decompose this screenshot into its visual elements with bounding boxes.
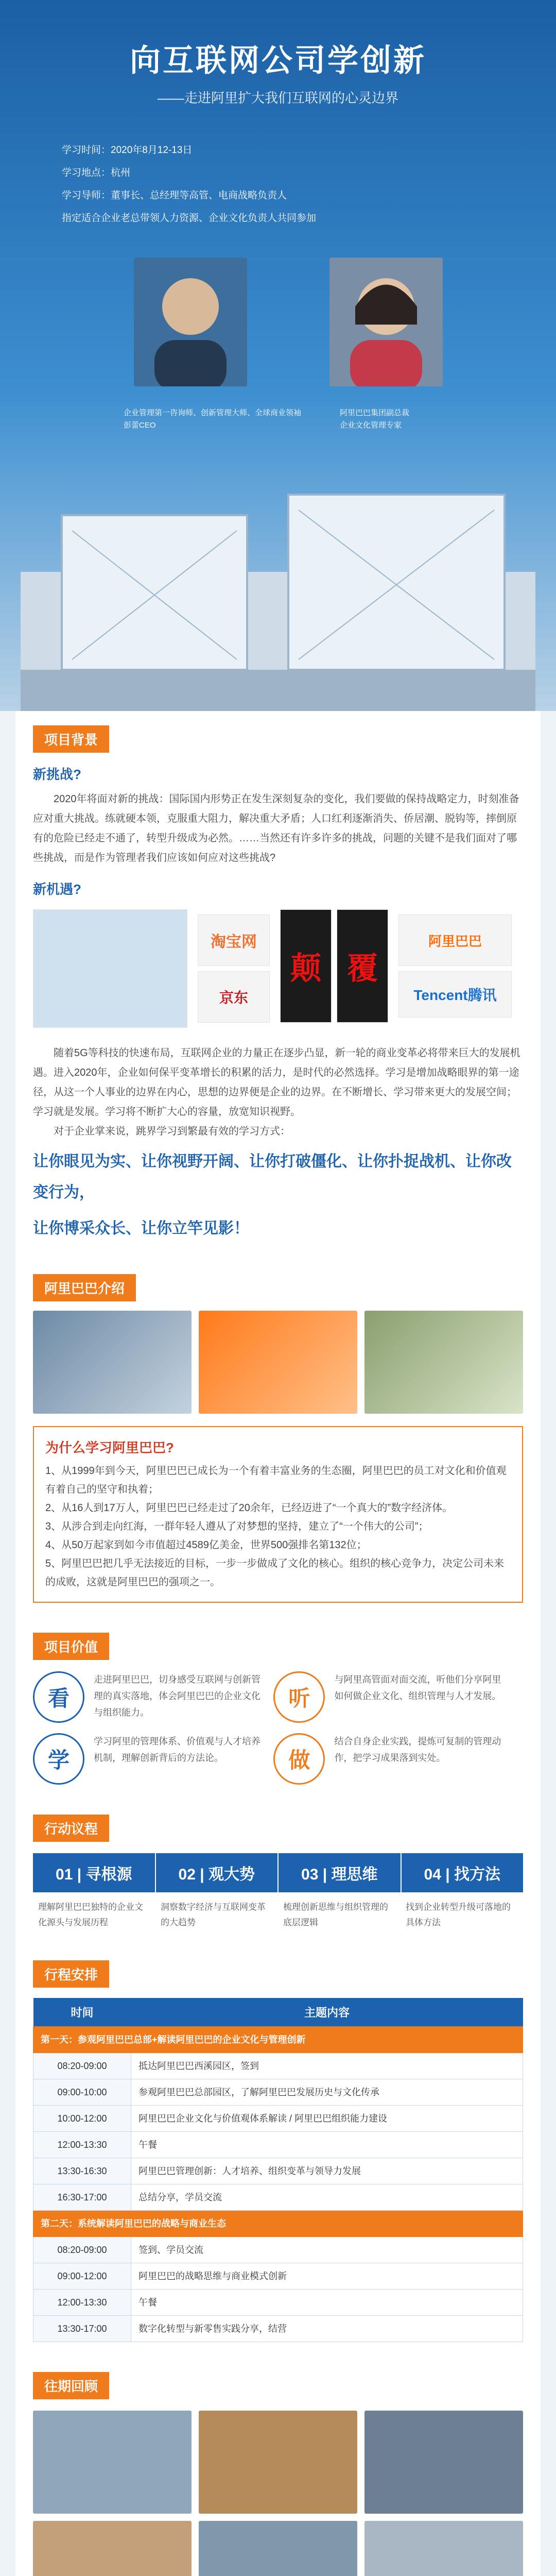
campus-photo (33, 1311, 192, 1414)
section-tag: 项目背景 (33, 725, 109, 753)
review-photo (199, 2411, 357, 2514)
schedule-time: 09:00-12:00 (33, 2263, 131, 2290)
flow-step: 03 | 理思维 (279, 1853, 402, 1892)
schedule-topic: 参观阿里巴巴总部园区，了解阿里巴巴发展历史与文化传承 (131, 2079, 523, 2106)
value-grid (33, 1671, 523, 1785)
value-text: 结合自身企业实践，提炼可复制的管理动作，把学习成果落到实处。 (334, 1736, 501, 1763)
schedule-row (33, 2316, 523, 2342)
background-section (15, 711, 541, 1260)
schedule-section (15, 1946, 541, 2358)
review-photo (364, 2521, 523, 2576)
info-line: 学习时间：2020年8月12-13日 (62, 145, 193, 156)
flow-desc: 找到企业转型升级可落地的具体方法 (406, 1902, 511, 1927)
info-line: 学习导师：董事长、总经理等高管、电商战略负责人 (62, 190, 287, 201)
schedule-time: 16:30-17:00 (33, 2184, 131, 2211)
schedule-row (33, 2263, 523, 2290)
schedule-row (33, 2053, 523, 2079)
callout-point: 3、从涉合到走向红海，一群年轻人遵从了对梦想的坚持，建立了“一个伟大的公司”； (45, 1521, 429, 1532)
callout-point: 4、从50万起家到如今市值超过4589亿美金，世界500强排名第132位； (45, 1539, 367, 1551)
section-tag: 项目价值 (33, 1633, 109, 1660)
logo-jd: 京东 (198, 971, 270, 1023)
schedule-row (33, 2184, 523, 2211)
schedule-time: 13:30-16:30 (33, 2158, 131, 2184)
value-text: 学习阿里的管理体系、价值观与人才培养机制，理解创新背后的方法论。 (94, 1736, 260, 1763)
paragraph: 随着5G等科技的快速布局，互联网企业的力量正在逐步凸显，新一轮的商业变革必将带来巨大的发展机遇。进入2020年，企业如何保平变革增长的积累的活力，是时代的必然选择。学习是增加战略眼界的第一途径，从这一个人事业的边界在内心，思想的边界便是企业的边界。在不断增长、学习带来更大的发展空间；学习就是发展。学习将不断扩大心的容量，放宽知识视野。 (33, 1047, 520, 1117)
schedule-topic: 签到、学员交流 (131, 2237, 523, 2263)
schedule-row (33, 2158, 523, 2184)
schedule-time: 08:20-09:00 (33, 2053, 131, 2079)
value-circle: 学 (33, 1733, 84, 1785)
schedule-topic: 阿里巴巴管理创新：人才培养、组织变革与领导力发展 (131, 2158, 523, 2184)
flow-step: 01 | 寻根源 (33, 1853, 156, 1892)
schedule-row (33, 2079, 523, 2106)
schedule-topic: 数字化转型与新零售实践分享，结营 (131, 2316, 523, 2342)
schedule-time: 09:00-10:00 (33, 2079, 131, 2106)
logo-alibaba: 阿里巴巴 (398, 914, 512, 966)
logo-taobao: 淘宝网 (198, 914, 270, 966)
table-header: 主题内容 (131, 1998, 523, 2027)
review-photo (364, 2411, 523, 2514)
section-tag: 阿里巴巴介绍 (33, 1274, 136, 1301)
value-section (15, 1618, 541, 1800)
highlight-line: 让你眼见为实、让你视野开阔、让你打破僵化、让你扑捉战机、让你改变行为， (33, 1153, 512, 1201)
schedule-time: 12:00-13:30 (33, 2290, 131, 2316)
campus-photo (199, 1311, 357, 1414)
review-photos (33, 2411, 523, 2576)
value-item (33, 1671, 263, 1723)
flow-desc: 洞察数字经济与互联网变革的大趋势 (161, 1902, 266, 1927)
schedule-table (33, 1998, 523, 2342)
value-text: 与阿里高管面对面交流，听他们分享阿里如何做企业文化、组织管理与人才发展。 (334, 1674, 501, 1701)
section-heading: 新机遇? (33, 882, 81, 897)
flow-bar (33, 1853, 523, 1892)
flow-section (15, 1800, 541, 1946)
section-tag: 行程安排 (33, 1960, 109, 1988)
value-item (33, 1733, 263, 1785)
logo-dian: 颠 (280, 909, 332, 1023)
campus-photo (364, 1311, 523, 1414)
flow-desc: 理解阿里巴巴独特的企业文化源头与发展历程 (38, 1902, 143, 1927)
schedule-row (33, 2237, 523, 2263)
schedule-row (33, 2106, 523, 2132)
value-circle: 听 (273, 1671, 325, 1723)
speaker-portrait (329, 258, 443, 386)
schedule-body (33, 2027, 523, 2342)
speaker-portrait (134, 258, 247, 386)
hero-banner (0, 0, 556, 711)
callout-point: 1、从1999年到今天，阿里巴巴已成长为一个有着丰富业务的生态圈，阿里巴巴的员工对文化和价值观有着自己的坚守和执着； (45, 1465, 507, 1495)
building-illustration (21, 453, 535, 711)
table-header: 时间 (33, 1998, 131, 2027)
schedule-topic: 阿里巴巴的战略思维与商业模式创新 (131, 2263, 523, 2290)
schedule-time: 12:00-13:30 (33, 2132, 131, 2158)
review-photo (33, 2521, 192, 2576)
callout-point: 5、阿里巴巴把几乎无法接近的目标，一步一步做成了文化的核心。组织的核心竞争力，决定公司未来的成败，这就是阿里巴巴的强项之一。 (45, 1558, 505, 1588)
section-tag: 往期回顾 (33, 2372, 109, 2399)
value-circle: 看 (33, 1671, 84, 1723)
value-item (273, 1733, 503, 1785)
schedule-topic: 午餐 (131, 2132, 523, 2158)
flow-desc: 梳理创新思维与组织管理的底层逻辑 (283, 1902, 388, 1927)
page-subtitle: ——走进阿里扩大我们互联网的心灵边界 (157, 90, 398, 106)
callout-point: 2、从16人到17万人，阿里巴巴已经走过了20余年，已经迈进了“一个真大的”数字经济体。 (45, 1502, 453, 1514)
info-line: 指定适合企业老总带领人力资源、企业文化负责人共同参加 (62, 213, 317, 224)
review-photo (33, 2411, 192, 2514)
highlight-line: 让你博采众长、让你立竿见影！ (33, 1220, 249, 1237)
schedule-row (33, 2132, 523, 2158)
course-info (62, 139, 316, 230)
section-tag: 行动议程 (33, 1815, 109, 1842)
info-line: 学习地点：杭州 (62, 167, 131, 178)
speaker-caption: 企业管理第一咨询师、创新管理大师、全球商业领袖 彭蕾CEO (124, 409, 302, 430)
value-item (273, 1671, 503, 1723)
schedule-time: 10:00-12:00 (33, 2106, 131, 2132)
paragraph: 2020年将面对新的挑战：国际国内形势正在发生深刻复杂的变化，我们要做的保持战略定力，时刻准备应对重大挑战。练就硬本领，克服重大阻力，解决重大矛盾；人口红利逐渐消失、侨居潮、脱钩等，摔倒原有的危险已经走不通了，转型升级成为必然。……当然还有许多许多的挑战，问题的关键不是我们面对了哪些挑战，而是作为管理者我们应该如何应对这些挑战? (33, 793, 519, 863)
review-section (15, 2358, 541, 2576)
paragraph: 对于企业掌来说，跳界学习到繁最有效的学习方式： (54, 1126, 290, 1137)
schedule-topic: 午餐 (131, 2290, 523, 2316)
schedule-row (33, 2290, 523, 2316)
flow-descriptions (33, 1900, 523, 1930)
schedule-topic: 阿里巴巴企业文化与价值观体系解读 / 阿里巴巴组织能力建设 (131, 2106, 523, 2132)
photo-row (33, 1311, 523, 1414)
schedule-topic: 总结分享，学员交流 (131, 2184, 523, 2211)
brand-logos (33, 904, 523, 1038)
schedule-day-row (33, 2027, 523, 2053)
value-circle: 做 (273, 1733, 325, 1785)
alibaba-section (15, 1260, 541, 1618)
flow-step: 02 | 观大势 (156, 1853, 279, 1892)
logo-fu: 覆 (337, 909, 388, 1023)
day-title: 第二天：系统解读阿里巴巴的战略与商业生态 (33, 2211, 523, 2237)
speaker-caption: 阿里巴巴集团副总裁 企业文化管理专家 (340, 409, 410, 430)
callout-title: 为什么学习阿里巴巴? (45, 1440, 174, 1455)
logo-tencent: Tencent腾讯 (398, 971, 512, 1018)
page-title: 向互联网公司学创新 (130, 43, 426, 78)
review-photo (199, 2521, 357, 2576)
schedule-time: 08:20-09:00 (33, 2237, 131, 2263)
schedule-topic: 抵达阿里巴巴西溪园区，签到 (131, 2053, 523, 2079)
flow-step: 04 | 找方法 (424, 1866, 500, 1883)
schedule-time: 13:30-17:00 (33, 2316, 131, 2342)
section-heading: 新挑战? (33, 767, 81, 782)
day-title: 第一天：参观阿里巴巴总部+解读阿里巴巴的企业文化与管理创新 (33, 2027, 523, 2053)
schedule-day-row (33, 2211, 523, 2237)
why-alibaba-box (33, 1426, 523, 1603)
value-text: 走进阿里巴巴，切身感受互联网与创新管理的真实落地，体会阿里巴巴的企业文化与组织能力。 (94, 1674, 260, 1718)
